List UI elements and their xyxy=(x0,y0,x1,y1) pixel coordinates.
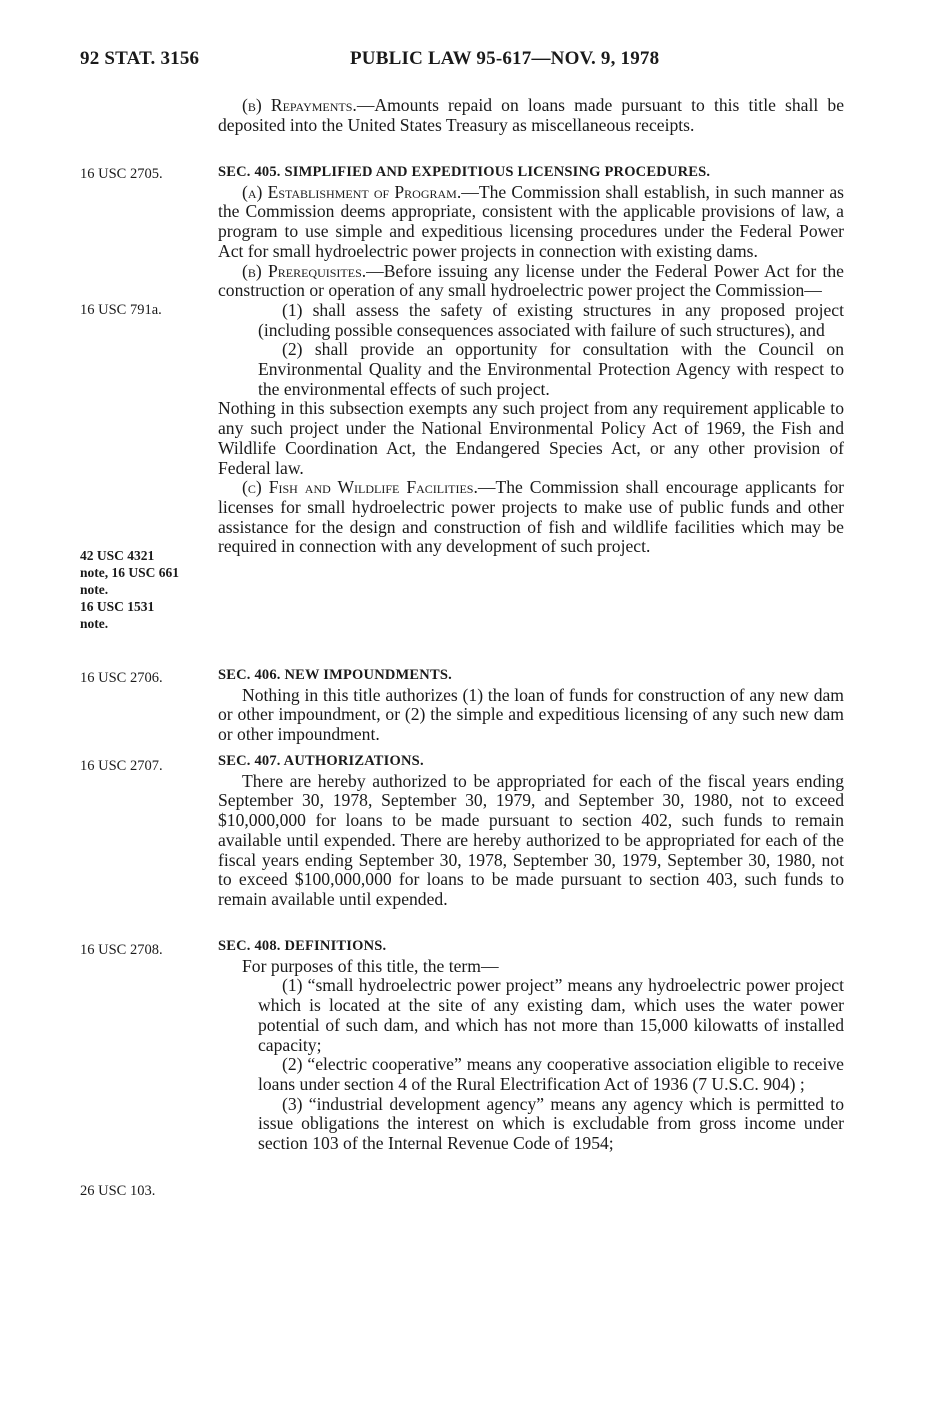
paragraph-label: (b) Prerequisites. xyxy=(242,260,367,281)
paragraph-label: (b) Repayments. xyxy=(242,95,357,115)
margin-note-2706: 16 USC 2706. xyxy=(80,670,163,686)
section-408 xyxy=(218,937,844,1154)
section-heading: SEC. 407. AUTHORIZATIONS. xyxy=(218,753,424,769)
list-item: (3) “industrial development agency” means any agency which is permitted to issue obligations the interest on which is excludable from gross income under section 103 of the Internal Revenue Code of 1954; xyxy=(258,1093,844,1154)
margin-note-line: 16 USC 1531 xyxy=(80,599,155,614)
margin-note-103: 26 USC 103. xyxy=(80,1183,156,1199)
paragraph-text: Nothing in this subsection exempts any such project from any requirement applicable to any such project under the National Environmental Policy Act of 1969, the Fish and Wildlife Coordination Act, the Endangered Species Act, or any other provision of Federal law. xyxy=(218,398,844,478)
margin-note-line: note. xyxy=(80,616,109,631)
paragraph-label: (c) Fish and Wildlife Facilities. xyxy=(242,477,478,498)
margin-note-2707: 16 USC 2707. xyxy=(80,758,163,774)
margin-note-791a: 16 USC 791a. xyxy=(80,302,162,318)
paragraph-text: —The Commission shall encourage applicants for licenses for small hydroelectric power projects to make use of public funds and other assistance for the design and construction of fish and wildlife facilities which may be required in connection with any development of such project. xyxy=(218,477,844,557)
page-header xyxy=(80,48,860,78)
section-406 xyxy=(218,666,844,745)
paragraph-text: —The Commission shall establish, in such manner as the Commission deems appropriate, consistent with the applicable provisions of law, a program to use simple and expeditious licensing procedures under the Federal Power Act for small hydroelectric power projects in connection with existing dams. xyxy=(218,181,844,261)
running-title: PUBLIC LAW 95-617—NOV. 9, 1978 xyxy=(350,48,660,69)
section-405 xyxy=(218,163,844,557)
statute-page-reference: 92 STAT. 3156 xyxy=(80,48,200,69)
list-item: (1) “small hydroelectric power project” means any hydroelectric power project which is located at the site of any existing dam, which uses the water power potential of such dam, and which has not more than 15,000 kilowatts of installed capacity; xyxy=(258,975,844,1055)
paragraph-text: There are hereby authorized to be appropriated for each of the fiscal years ending September 30, 1978, September 30, 1979, and September 30, 1980, not to exceed $10,000,000 for loans to be made pursuant to section 402, such funds to remain available until expended. There are hereby authorized to be appropriated for each of the fiscal years ending September 30, 1978, September 30, 1979, September 30, 1980, not to exceed $100,000,000 for loans to be made pursuant to section 403, such funds to remain available until expended. xyxy=(218,770,844,909)
section-heading: SEC. 405. SIMPLIFIED AND EXPEDITIOUS LICENSING PROCEDURES. xyxy=(218,164,711,180)
margin-note-line: 42 USC 4321 xyxy=(80,548,155,563)
margin-note-2708: 16 USC 2708. xyxy=(80,942,163,958)
list-item: (2) shall provide an opportunity for consultation with the Council on Environmental Quality and the Environmental Protection Agency with respect to the environmental effects of such project. xyxy=(258,339,844,399)
section-407 xyxy=(218,752,844,910)
list-item: (1) shall assess the safety of existing structures in any proposed project (including possible consequences associated with failure of such structures), and xyxy=(258,299,844,340)
section-heading: SEC. 408. DEFINITIONS. xyxy=(218,938,387,954)
repayments-paragraph xyxy=(218,96,844,135)
paragraph-text: —Before issuing any license under the Federal Power Act for the construction or operation of any small hydroelectric power project the Commission— xyxy=(218,260,844,301)
margin-note-1531 xyxy=(80,598,210,632)
margin-note-line: note. xyxy=(80,582,109,597)
paragraph-text: For purposes of this title, the term— xyxy=(242,955,499,976)
margin-note-4321 xyxy=(80,547,210,598)
margin-note-2705: 16 USC 2705. xyxy=(80,166,163,182)
paragraph-text: —Amounts repaid on loans made pursuant to this title shall be deposited into the United States Treasury as miscellaneous receipts. xyxy=(218,95,845,135)
margin-note-line: note, 16 USC 661 xyxy=(80,565,180,580)
section-heading: SEC. 406. NEW IMPOUNDMENTS. xyxy=(218,667,452,683)
paragraph-label: (a) Establishment of Program. xyxy=(242,181,462,202)
list-item: (2) “electric cooperative” means any cooperative association eligible to receive loans under section 4 of the Rural Electrification Act of 1936 (7 U.S.C. 904) ; xyxy=(258,1054,844,1094)
paragraph-text: Nothing in this title authorizes (1) the loan of funds for construction of any new dam or other impoundment, or (2) the simple and expeditious licensing of any such new dam or other impoundment. xyxy=(218,684,844,745)
